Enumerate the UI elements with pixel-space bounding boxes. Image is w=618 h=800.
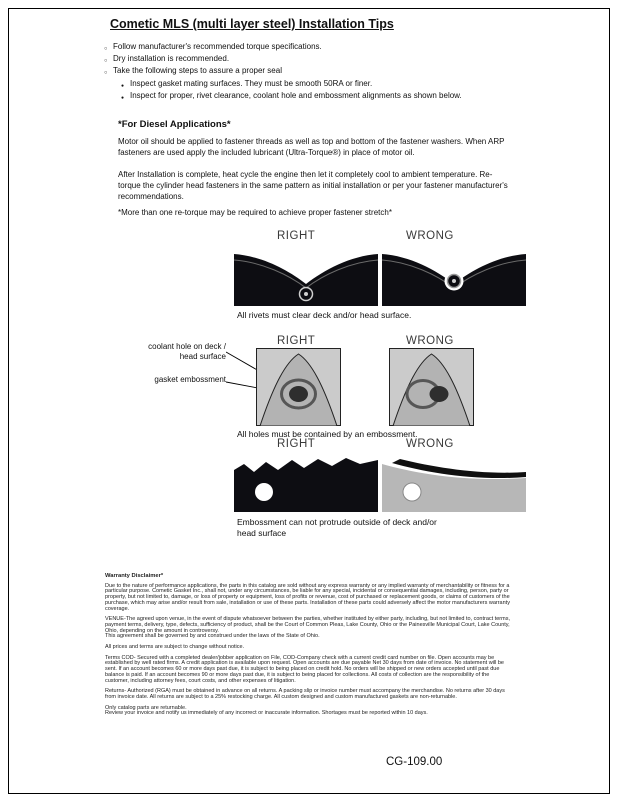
retorque-note: *More than one re-torque may be required to achieve proper fastener stretch* <box>118 208 392 217</box>
wrong-label-row2: WRONG <box>406 335 454 347</box>
wrong-label-row3: WRONG <box>406 438 454 450</box>
diesel-paragraph-1: Motor oil should be applied to fastener threads as well as top and bottom of the fastener washers. When ARP fasteners are used apply the included lubricant (Ultra-Torque®) in place of motor oil. <box>118 137 505 157</box>
gasket-embossment-annotation: gasket embossment <box>154 375 226 384</box>
deck-edge-wrong-illustration <box>382 452 526 512</box>
wrong-label-row1: WRONG <box>406 230 454 242</box>
coolant-hole-annotation: coolant hole on deck / head surface <box>148 342 226 361</box>
rivet-wrong-diagram <box>382 244 526 306</box>
warranty-disclaimer <box>105 574 513 722</box>
rivet-right-illustration <box>234 244 378 306</box>
embossment-wrong-illustration <box>389 348 474 426</box>
diesel-applications-heading: *For Diesel Applications* <box>118 119 231 130</box>
page-number: CG-109.00 <box>386 756 443 768</box>
embossment-wrong-diagram <box>389 348 474 426</box>
warranty-heading: Warranty Disclaimer* <box>105 573 164 579</box>
right-label-row3: RIGHT <box>277 438 316 450</box>
embossment-right-diagram <box>256 348 341 426</box>
list-item: ○ Follow manufacturer's recommended torque specifications. <box>104 41 534 53</box>
warranty-paragraph: VENUE-The agreed upon venue, in the event of dispute whatsoever between the parties, whether instituted by either party, including, but not limited to, contract terms, payment terms, delivery, type, defects, sufficiency of product, shall be the Court of Common Pleas, Lake County, Ohio or the Painesville Municipal Court, Lake County, Ohio, depending on the amount in controversy. <box>105 616 510 634</box>
list-item: ○ Take the following steps to assure a proper seal <box>104 65 534 77</box>
embossment-right-illustration <box>256 348 341 426</box>
warranty-paragraph: Terms COD- Secured with a completed dealer/jobber application on File, COD-Company check with a current credit card number on file. Open accounts may be established by well rated firms. A credit application is available upon request. Open accounts are due payable Net 30 days from date of invoice. No statement will be sent. If an account becomes 60 or more days past due, it is subject to being placed on credit hold. No orders will be shipped or new orders accepted until past due balance is paid. If an account becomes 90 or more days past due, it is subject to being placed for collections. All costs of collection are the responsibility of the customer, including attorney fees, court costs, and other expenses of litigation. <box>105 654 504 684</box>
warranty-paragraph: Due to the nature of performance applications, the parts in this catalog are sold without any express warranty or any implied warranty of merchantability or fitness for a particular purpose. Cometic Gasket Inc., shall not, under any circumstances, be liable for any special, incidental or consequential damages, including, person, party or property, but not limited to, damage, or loss of property or equipment, loss of profits or revenue, cost of purchased or replacement goods, or claims of customers of the purchase, which may arise and/or result from sale, installation or use of these parts. Installation of these parts could adversely affect the motor manufacturers warranty coverage. <box>105 582 510 612</box>
rivet-right-diagram <box>234 244 378 306</box>
row2-caption: All holes must be contained by an embossment. <box>237 429 418 439</box>
right-label-row1: RIGHT <box>277 230 316 242</box>
warranty-paragraph: Returns- Authorized (RGA) must be obtained in advance on all returns. A packing slip or invoice number must accompany the merchandise. No returns after 30 days from invoice date. All returns are subject to a 25% restocking charge. All custom designed and custom manufactured gaskets are non-returnable. <box>105 688 505 700</box>
list-item: ○ Dry installation is recommended. <box>104 53 534 65</box>
diesel-paragraph-2: After Installation is complete, heat cycle the engine then let it completely cool to ambient temperature. Re-torque the cylinder head fasteners in the same pattern as initial installation or per your fastener manufacturer's recommendations. <box>118 170 508 201</box>
installation-tips-sublist <box>121 78 534 102</box>
warranty-paragraph: All prices and terms are subject to change without notice. <box>105 644 245 651</box>
installation-tips-list <box>104 41 534 102</box>
deck-edge-wrong-diagram <box>382 452 526 512</box>
row1-caption: All rivets must clear deck and/or head surface. <box>237 310 412 320</box>
deck-edge-right-diagram <box>234 452 378 512</box>
warranty-paragraph: Review your invoice and notify us immediately of any incorrect or inaccurate information. Shortages must be reported within 10 days. <box>105 710 428 717</box>
row3-caption: Embossment can not protrude outside of deck and/or head surface <box>237 517 437 538</box>
deck-edge-right-illustration <box>234 452 378 512</box>
warranty-paragraph: This agreement shall be governed by and construed under the laws of the State of Ohio. <box>105 633 320 640</box>
page-title: Cometic MLS (multi layer steel) Installation Tips <box>110 17 394 31</box>
right-label-row2: RIGHT <box>277 335 316 347</box>
list-item: ● Inspect gasket mating surfaces. They must be smooth 50RA or finer. <box>121 78 534 90</box>
warranty-paragraph: Only catalog parts are returnable. <box>105 704 187 711</box>
rivet-wrong-illustration <box>382 244 526 306</box>
list-item: ● Inspect for proper, rivet clearance, coolant hole and embossment alignments as shown below. <box>121 90 534 102</box>
